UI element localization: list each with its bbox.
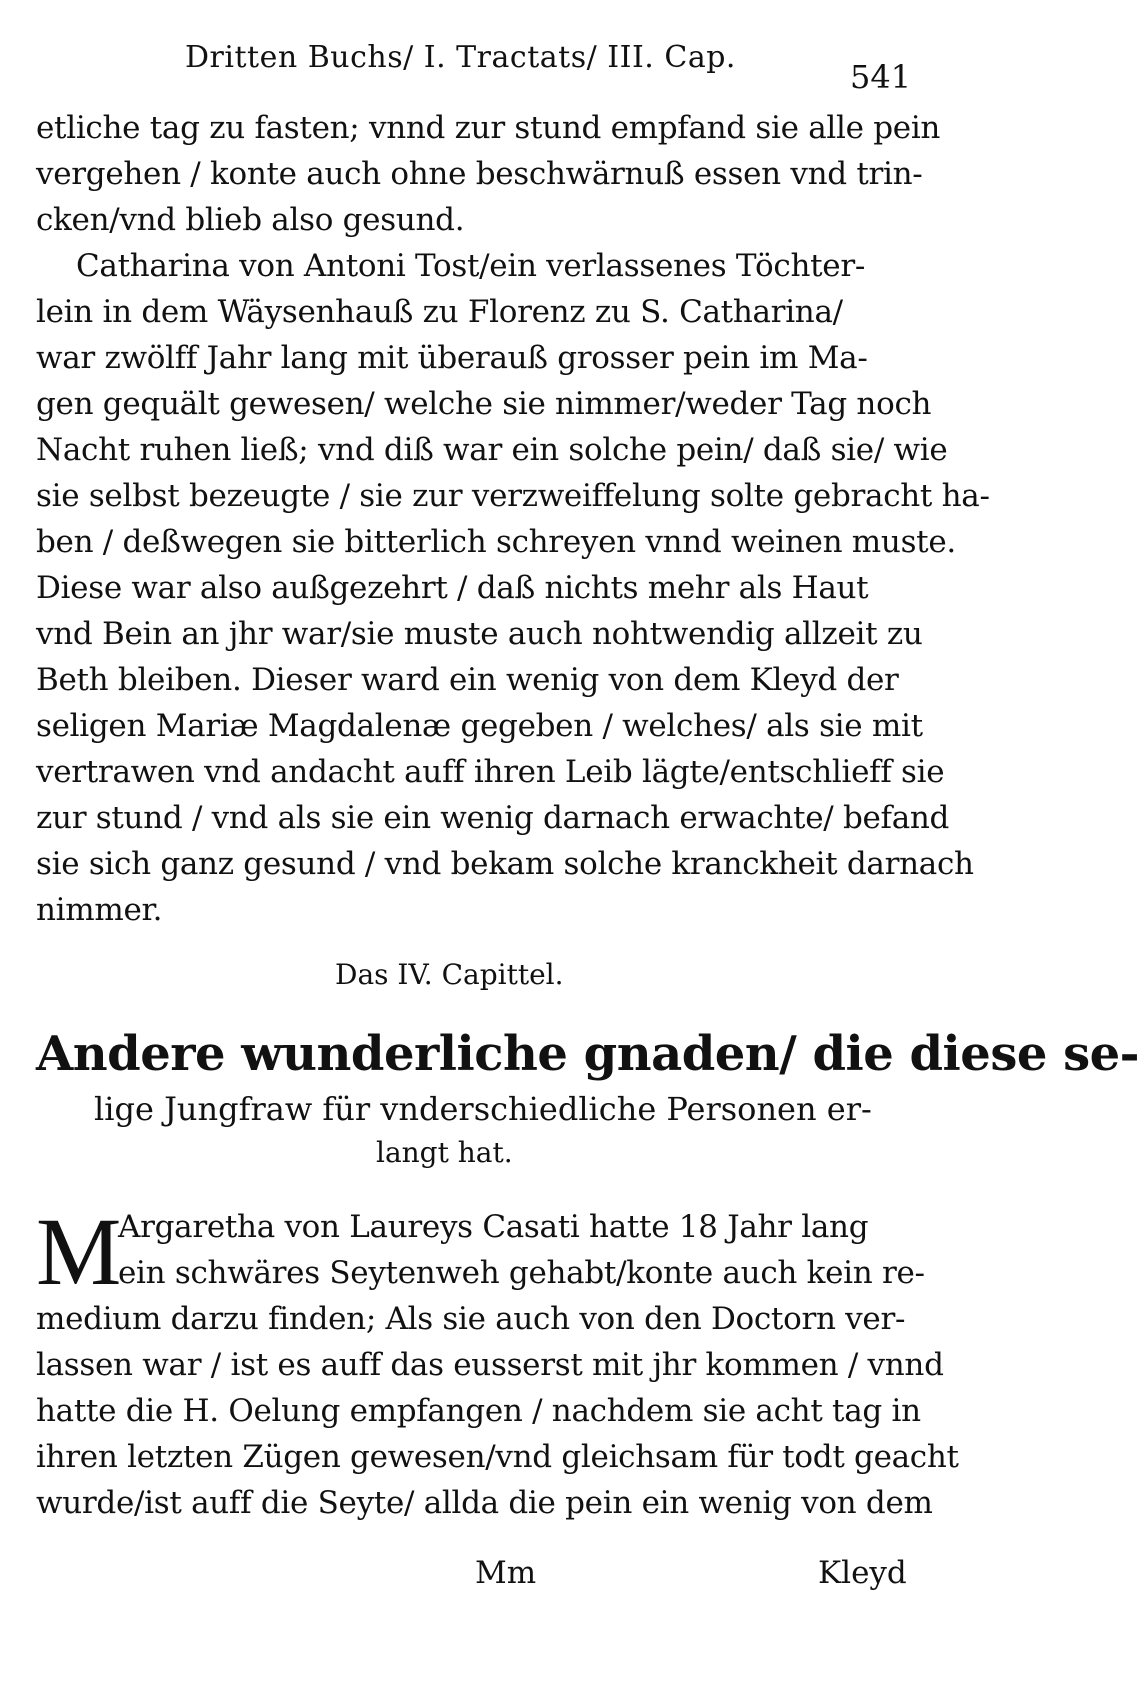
page-number: 541: [850, 58, 912, 96]
text-line: Catharina von Antoni Tost/ein verlassenes Töchter-: [76, 248, 866, 284]
text-line: lein in dem Wäysenhauß zu Florenz zu S. Catharina/: [36, 294, 843, 330]
chapter-label: Das IV. Capittel.: [335, 958, 564, 991]
chapter-heading-line: langt hat.: [376, 1136, 513, 1169]
text-line: Nacht ruhen ließ; vnd diß war ein solche pein/ daß sie/ wie: [36, 432, 948, 468]
text-line: sie selbst bezeugte / sie zur verzweiffelung solte gebracht ha-: [36, 478, 990, 514]
text-line: sie sich ganz gesund / vnd bekam solche kranckheit darnach: [36, 846, 974, 882]
catchword: Kleyd: [818, 1555, 907, 1591]
text-line: hatte die H. Oelung empfangen / nachdem sie acht tag in: [36, 1393, 921, 1429]
text-line: lassen war / ist es auff das eusserst mit jhr kommen / vnnd: [36, 1347, 944, 1383]
text-line: zur stund / vnd als sie ein wenig darnach erwachte/ befand: [36, 800, 950, 836]
chapter-heading-line: lige Jungfraw für vnderschiedliche Personen er-: [94, 1090, 872, 1128]
signature-mark: Mm: [475, 1555, 537, 1591]
chapter-heading-line: Andere wunderliche gnaden/ die diese se-: [36, 1026, 1139, 1082]
text-line: vnd Bein an jhr war/sie muste auch nohtwendig allzeit zu: [36, 616, 923, 652]
paragraph-margaretha: [36, 1198, 959, 1526]
paragraph-continued: [36, 105, 941, 243]
text-line: Diese war also außgezehrt / daß nichts mehr als Haut: [36, 570, 869, 606]
text-line: nimmer.: [36, 892, 163, 928]
text-line: ihren letzten Zügen gewesen/vnd gleichsam für todt geacht: [36, 1439, 959, 1475]
text-line: etliche tag zu fasten; vnnd zur stund empfand sie alle pein: [36, 110, 941, 146]
text-line: wurde/ist auff die Seyte/ allda die pein ein wenig von dem: [36, 1485, 933, 1521]
text-line: Argaretha von Laureys Casati hatte 18 Jahr lang: [118, 1209, 869, 1245]
text-line: vertrawen vnd andacht auff ihren Leib lägte/entschlieff sie: [36, 754, 945, 790]
chapter-heading: [36, 1022, 1139, 1174]
text-line: vergehen / konte auch ohne beschwärnuß essen vnd trin-: [36, 156, 923, 192]
running-header: Dritten Buchs/ I. Tractats/ III. Cap.: [185, 40, 736, 75]
paragraph-catharina: [36, 243, 990, 933]
text-line: ben / deßwegen sie bitterlich schreyen vnnd weinen muste.: [36, 524, 956, 560]
text-line: war zwölff Jahr lang mit überauß grosser pein im Ma-: [36, 340, 868, 376]
text-line: cken/vnd blieb also gesund.: [36, 202, 465, 238]
text-line: gen gequält gewesen/ welche sie nimmer/weder Tag noch: [36, 386, 932, 422]
text-line: ein schwäres Seytenweh gehabt/konte auch kein re-: [118, 1255, 925, 1291]
drop-cap: M: [36, 1198, 122, 1305]
text-line: medium darzu finden; Als sie auch von den Doctorn ver-: [36, 1301, 906, 1337]
text-line: Beth bleiben. Dieser ward ein wenig von dem Kleyd der: [36, 662, 899, 698]
text-line: seligen Mariæ Magdalenæ gegeben / welches/ als sie mit: [36, 708, 923, 744]
